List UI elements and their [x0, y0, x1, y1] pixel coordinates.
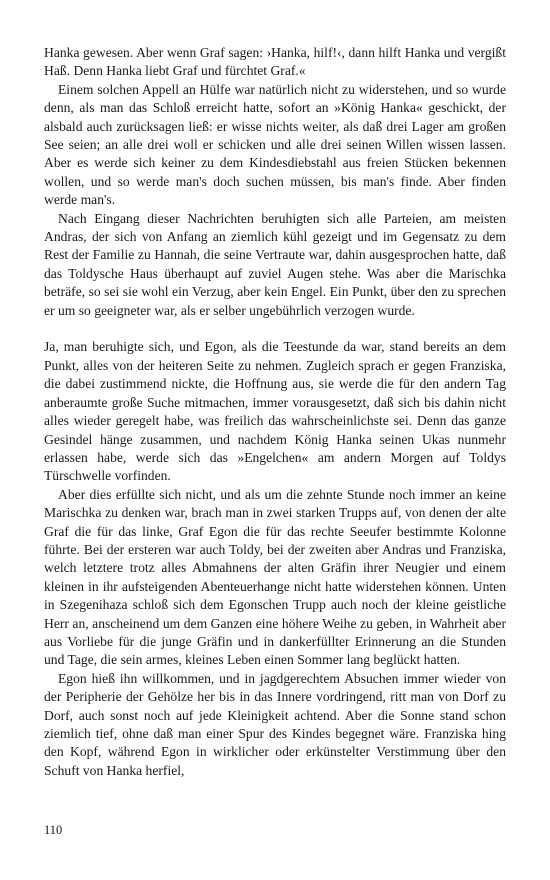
- paragraph-3: Nach Eingang dieser Nachrichten beruhigten sich alle Parteien, am meisten Andras, der sich von Anfang an ziemlich kühl gezeigt und im Gegensatz zu dem Rest der Familie zu Hannah, die seine Vertraute war, dahin ausgesprochen hatte, daß das Toldysche Haus überhaupt auf zuviel Augen stehe. Was aber die Marischka beträfe, so sei sie wohl ein Verzug, aber kein Engel. Ein Punkt, über den zu sprechen er um so geeigneter war, als er selber ungebührlich verzogen wurde.: [44, 210, 506, 318]
- paragraph-2: Einem solchen Appell an Hülfe war natürlich nicht zu widerstehen, und so wurde denn, als man das Schloß erreicht hatte, sofort an »König Hanka« geschickt, der alsbald auch zurücksagen ließ: er wisse nichts weiter, als daß drei Lager am großen See seien; an alle drei woll er schicken und alle drei seinen Willen wissen lassen. Aber es werde sich keiner zu dem Kindesdiebstahl aus freien Stücken bekennen wollen, und so werde man's doch suchen müssen, bis man's finde. Aber finden werde man's.: [44, 81, 506, 208]
- paragraph-5: Aber dies erfüllte sich nicht, und als um die zehnte Stunde noch immer an keine Marischka zu denken war, brach man in zwei starken Trupps auf, von denen der alte Graf die für das linke, Graf Egon die für das rechte Seeufer bestimmte Kolonne führte. Bei der ersteren war auch Toldy, bei der zweiten aber Andras und Franziska, welch letztere trotz alles Abmahnens der alten Gräfin ihrer Neugier und einem kleinen in ihr aufsteigenden Abenteuerhange nicht hatte widerstehen können. Unten in Szegenihaza schloß sich dem Egonschen Trupp auch noch der kleine geistliche Herr an, anscheinend um dem Ganzen eine höhere Weihe zu geben, in Wahrheit aber aus Vorliebe für die junge Gräfin und in dankerfüllter Erinnerung an die Stunden und Tage, die sein armes, kleines Leben einen Sommer lang beglückt hatten.: [44, 486, 506, 668]
- body-text: [44, 44, 506, 780]
- page-number: 110: [44, 823, 63, 837]
- paragraph-1: Hanka gewesen. Aber wenn Graf sagen: ›Hanka, hilf!‹, dann hilft Hanka und vergißt Haß. Denn Hanka liebt Graf und fürchtet Graf.«: [44, 45, 506, 79]
- paragraph-6: Egon hieß ihn willkommen, und in jagdgerechtem Absuchen immer wieder von der Peripherie der Gehölze her bis in das Innere vordringend, ritt man von Dorf zu Dorf, auch sonst noch auf jede Kleinigkeit achtend. Aber die Sonne stand schon ziemlich tief, ohne daß man einer Spur des Kindes begegnet wäre. Franziska hing den Kopf, während Egon in wirklicher oder erkünstelter Verstimmung über den Schuft von Hanka herfiel,: [44, 670, 506, 778]
- paragraph-4: Ja, man beruhigte sich, und Egon, als die Teestunde da war, stand bereits an dem Punkt, alles von der heiteren Seite zu nehmen. Zugleich sprach er gegen Franziska, die dabei zustimmend nickte, die Hoffnung aus, sie werde die für den andern Tag anberaumte große Suche mitmachen, immer vorausgesetzt, daß sich bis dahin nicht alles wieder geregelt habe, was freilich das wahrscheinlichste sei. Denn das ganze Gesindel hänge zusammen, und nachdem König Hanka seinen Ukas nunmehr erlassen habe, werde sich das »Engelchen« am andern Morgen auf Toldys Türschwelle vorfinden.: [44, 339, 506, 484]
